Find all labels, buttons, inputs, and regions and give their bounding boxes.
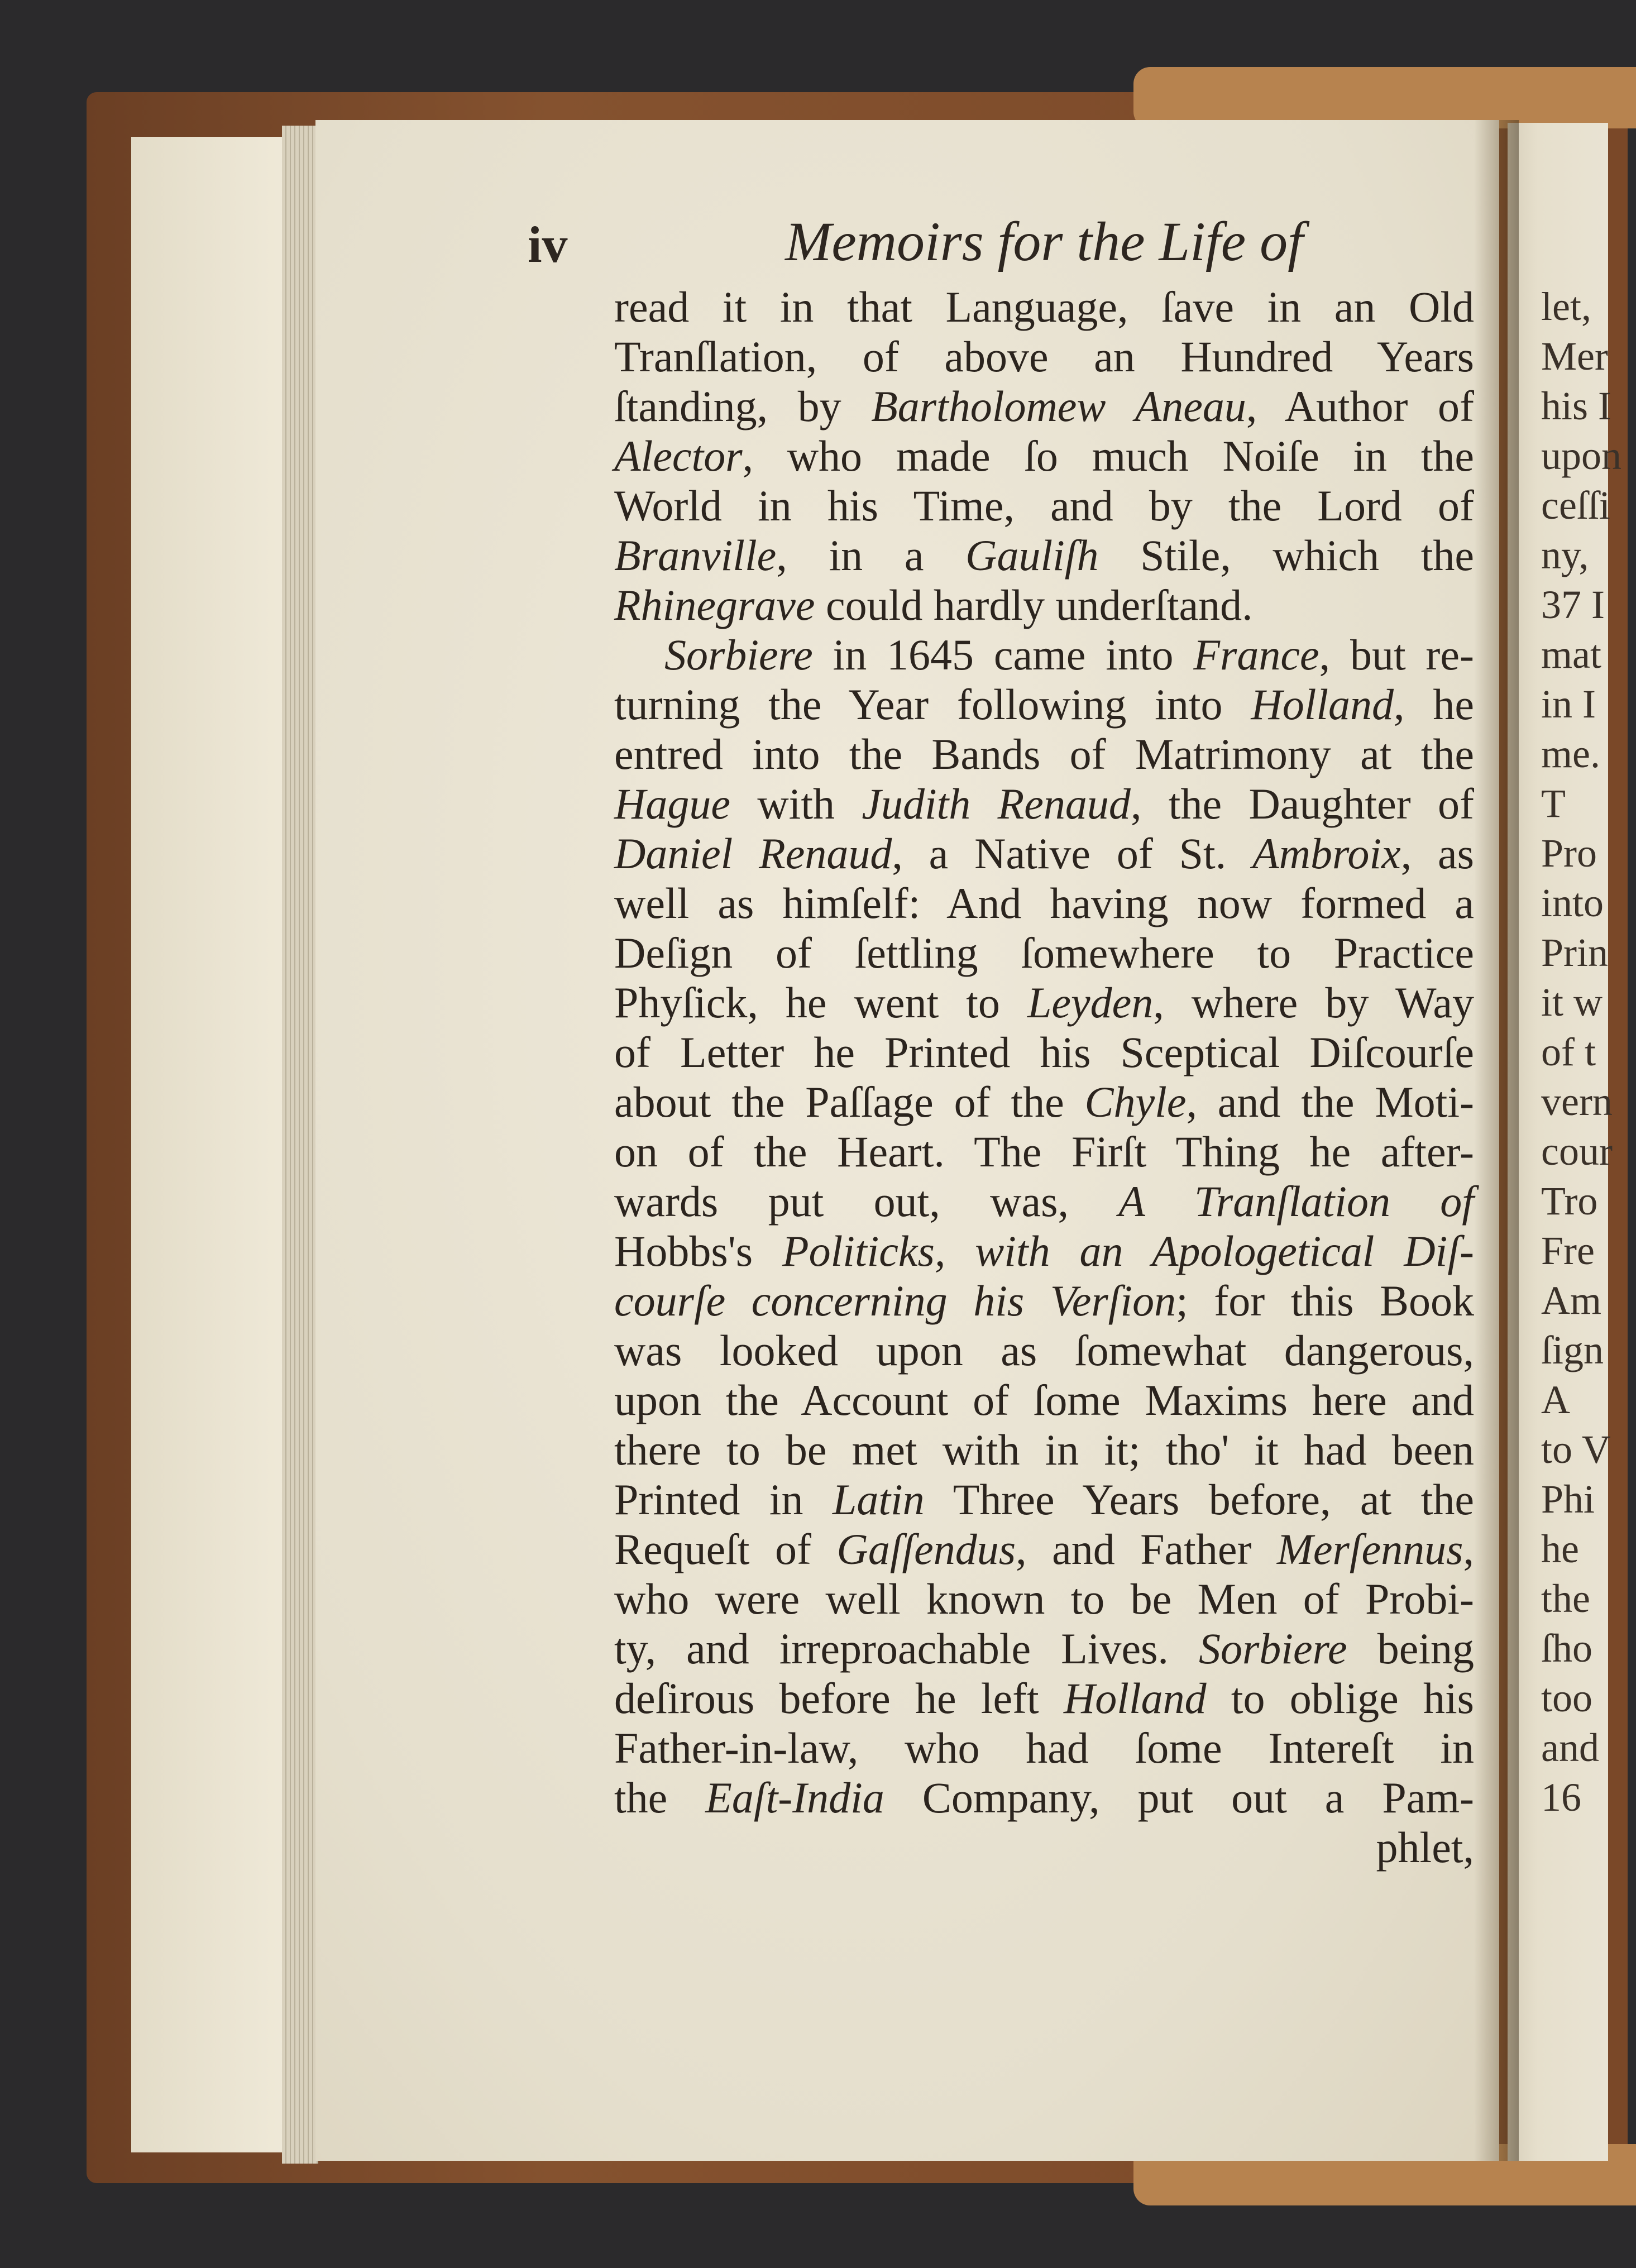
roman-text: being: [1347, 1624, 1474, 1673]
roman-text: to oblige his: [1206, 1674, 1474, 1722]
text-line: [614, 431, 1474, 481]
roman-text: , but re-: [1319, 630, 1474, 679]
italic-text: Bartholomew Aneau: [871, 382, 1246, 430]
text-line: [614, 580, 1474, 630]
text-line: [614, 729, 1474, 779]
text-line: [614, 1027, 1474, 1077]
flyleaf: [131, 137, 288, 2152]
italic-text: A Tranſlation of: [1118, 1177, 1474, 1226]
text-line: [614, 630, 1474, 680]
facing-text-line: and: [1541, 1725, 1599, 1770]
roman-text: Tranſlation, of above an Hundred Years: [614, 332, 1474, 381]
italic-text: Daniel Renaud: [614, 829, 892, 878]
text-line: [614, 1624, 1474, 1673]
catchword: phlet,: [1376, 1823, 1474, 1872]
italic-text: courſe concerning his Verſion: [614, 1276, 1176, 1325]
text-line: [614, 1475, 1474, 1524]
italic-text: Gauliſh: [965, 531, 1099, 580]
facing-text-line: ny,: [1541, 533, 1589, 577]
roman-text: was looked upon as ſomewhat dangerous,: [614, 1326, 1474, 1375]
roman-text: Printed in: [614, 1475, 833, 1524]
facing-text-line: ſign: [1541, 1328, 1604, 1372]
italic-text: Merſennus: [1276, 1525, 1463, 1573]
italic-text: Holland: [1063, 1674, 1207, 1722]
page-body-text: [614, 282, 1474, 1872]
text-line: [614, 1773, 1474, 1822]
italic-text: France: [1193, 630, 1319, 679]
text-line: [614, 282, 1474, 332]
facing-text-line: ſho: [1541, 1626, 1593, 1671]
italic-text: Latin: [832, 1475, 925, 1524]
text-line: [614, 779, 1474, 829]
facing-text-line: the: [1541, 1576, 1590, 1621]
facing-text-line: he: [1541, 1527, 1579, 1571]
text-line: [614, 332, 1474, 381]
roman-text: the: [614, 1773, 706, 1822]
italic-text: Eaſt-India: [705, 1773, 884, 1822]
text-line: [614, 1127, 1474, 1176]
italic-text: Politicks, with an Apologetical Diſ-: [782, 1227, 1474, 1275]
facing-text-line: Tro: [1541, 1179, 1598, 1223]
facing-page-text: [1508, 282, 1621, 1822]
page-edges: [282, 126, 318, 2164]
facing-text-line: mat: [1541, 632, 1601, 677]
facing-text-line: ceſſi: [1541, 483, 1610, 528]
facing-text-line: cour: [1541, 1129, 1613, 1174]
italic-text: Holland: [1251, 680, 1394, 729]
text-line: [614, 381, 1474, 431]
facing-text-line: into: [1541, 881, 1604, 925]
text-line: [614, 1425, 1474, 1475]
facing-text-line: it w: [1541, 980, 1603, 1025]
facing-text-line: Prin: [1541, 930, 1609, 975]
running-title: Memoirs for the Life of: [785, 210, 1303, 272]
roman-text: , a Native of St.: [892, 829, 1252, 878]
italic-text: Judith Renaud: [862, 779, 1131, 828]
facing-text-line: A: [1541, 1377, 1570, 1422]
facing-text-line: Mer: [1541, 334, 1608, 379]
roman-text: wards put out, was,: [614, 1177, 1119, 1226]
facing-text-line: Phi: [1541, 1477, 1595, 1521]
roman-text: there to be met with in it; tho' it had been: [614, 1425, 1474, 1474]
text-line: [614, 829, 1474, 878]
roman-text: ty, and irreproachable Lives.: [614, 1624, 1199, 1673]
roman-text: ſtanding, by: [614, 382, 872, 430]
italic-text: Chyle: [1084, 1078, 1187, 1126]
text-line: [614, 481, 1474, 530]
text-line: [614, 680, 1474, 729]
italic-text: Sorbiere: [1198, 1624, 1347, 1673]
italic-text: Gaſſendus: [836, 1525, 1016, 1573]
roman-text: Three Years before, at the: [924, 1475, 1474, 1524]
roman-text: , and the Moti-: [1186, 1078, 1474, 1126]
roman-text: turning the Year following into: [614, 680, 1251, 729]
text-line: [614, 1723, 1474, 1773]
roman-text: Phyſick, he went to: [614, 978, 1027, 1027]
roman-text: World in his Time, and by the Lord of: [614, 481, 1474, 530]
roman-text: , as: [1400, 829, 1475, 878]
roman-text: about the Paſſage of the: [614, 1078, 1085, 1126]
facing-text-line: let,: [1541, 284, 1591, 329]
facing-text-line: Am: [1541, 1278, 1601, 1323]
roman-text: Deſign of ſettling ſomewhere to Practice: [614, 929, 1474, 977]
text-line: [614, 1375, 1474, 1425]
text-line: [614, 1524, 1474, 1574]
facing-text-line: me.: [1541, 731, 1600, 776]
facing-text-line: Fre: [1541, 1228, 1595, 1273]
text-line: [614, 1673, 1474, 1723]
italic-text: Branville: [614, 531, 777, 580]
italic-text: Ambroix: [1252, 829, 1401, 878]
roman-text: upon the Account of ſome Maxims here and: [614, 1376, 1474, 1424]
facing-text-line: too: [1541, 1676, 1593, 1720]
roman-text: entred into the Bands of Matrimony at the: [614, 730, 1474, 778]
book-clasp-top: [1133, 67, 1636, 128]
text-line: [614, 530, 1474, 580]
roman-text: in 1645 came into: [812, 630, 1194, 679]
roman-text: of Letter he Printed his Sceptical Diſcourſe: [614, 1028, 1474, 1076]
text-line: [614, 878, 1474, 928]
italic-text: Leyden: [1027, 978, 1154, 1027]
facing-text-line: in I: [1541, 682, 1596, 726]
roman-text: Company, put out a Pam-: [884, 1773, 1474, 1822]
page-number: iv: [528, 216, 568, 273]
roman-text: ,: [1463, 1525, 1474, 1573]
roman-text: well as himſelf: And having now formed a: [614, 879, 1474, 927]
text-line: [614, 1276, 1474, 1326]
text-line: [614, 1326, 1474, 1375]
roman-text: , and Father: [1016, 1525, 1277, 1573]
roman-text: , the Daughter of: [1130, 779, 1474, 828]
text-line: [614, 1574, 1474, 1624]
facing-text-line: his I: [1541, 384, 1611, 428]
facing-text-line: 37 I: [1541, 582, 1605, 627]
text-line: [614, 1176, 1474, 1226]
roman-text: , he: [1394, 680, 1475, 729]
text-line: [614, 1077, 1474, 1127]
roman-text: read it in that Language, ſave in an Old: [614, 283, 1474, 331]
text-line: [614, 1226, 1474, 1276]
facing-text-line: Pro: [1541, 831, 1597, 875]
facing-text-line: to V: [1541, 1427, 1611, 1472]
roman-text: on of the Heart. The Firſt Thing he after-: [614, 1127, 1474, 1176]
roman-text: deſirous before he left: [614, 1674, 1064, 1722]
roman-text: Requeſt of: [614, 1525, 837, 1573]
italic-text: Hague: [614, 779, 730, 828]
roman-text: who were well known to be Men of Probi-: [614, 1575, 1474, 1623]
roman-text: Hobbs's: [614, 1227, 782, 1275]
roman-text: could hardly underſtand.: [815, 581, 1253, 629]
facing-text-line: 16: [1541, 1775, 1581, 1820]
facing-text-line: T: [1541, 781, 1566, 826]
facing-text-line: of t: [1541, 1030, 1596, 1074]
italic-text: Rhinegrave: [614, 581, 815, 629]
roman-text: , who made ſo much Noiſe in the: [742, 432, 1474, 480]
roman-text: , in a: [776, 531, 966, 580]
roman-text: with: [730, 779, 862, 828]
roman-text: , where by Way: [1153, 978, 1474, 1027]
roman-text: Father-in-law, who had ſome Intereſt in: [614, 1724, 1474, 1772]
italic-text: Alector: [614, 432, 743, 480]
gutter-shadow: [1474, 120, 1519, 2161]
roman-text: ; for this Book: [1176, 1276, 1474, 1325]
facing-text-line: upon: [1541, 433, 1621, 478]
facing-text-line: vern: [1541, 1079, 1613, 1124]
text-line: [614, 978, 1474, 1027]
roman-text: Stile, which the: [1098, 531, 1474, 580]
text-line: [614, 928, 1474, 978]
italic-text: Sorbiere: [664, 630, 813, 679]
roman-text: , Author of: [1246, 382, 1474, 430]
recto-page-partial: [1508, 123, 1621, 2161]
